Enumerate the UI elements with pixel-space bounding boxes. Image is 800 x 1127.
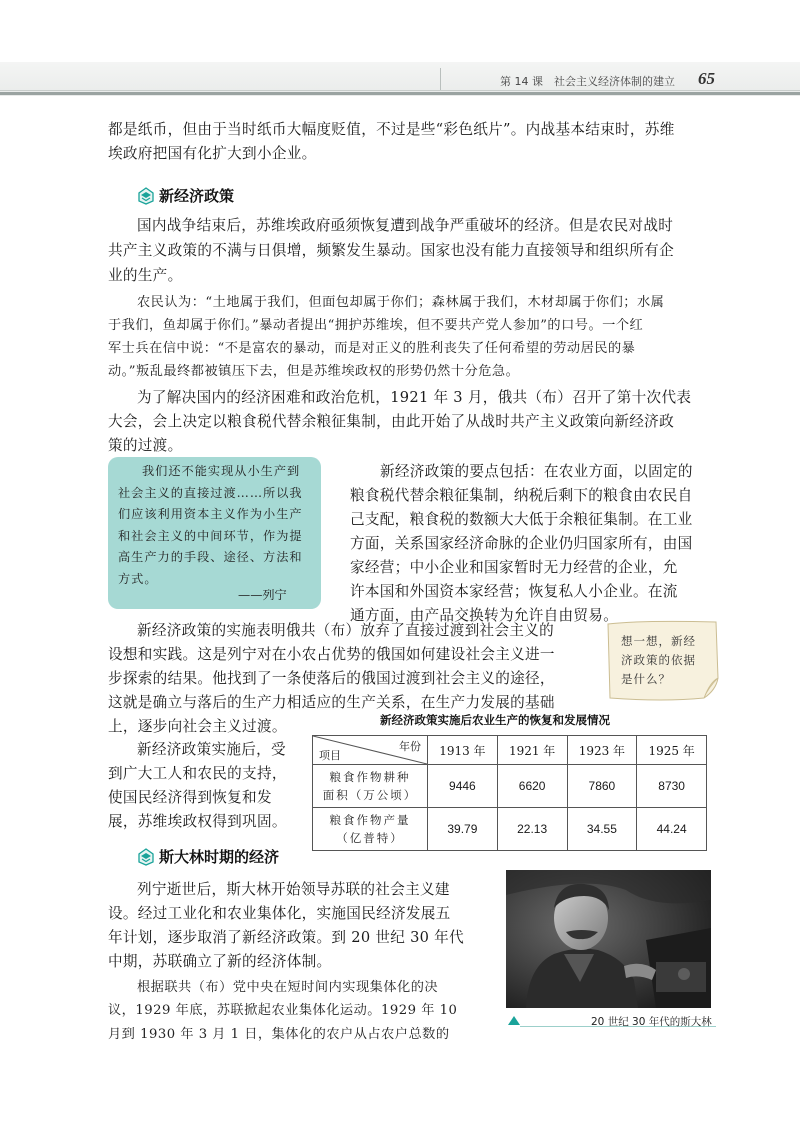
nep-line-1: 国内战争结束后，苏维埃政府亟须恢复遭到战争严重破坏的经济。但是农民对战时 (137, 217, 674, 234)
photo-caption: 20 世纪 30 年代的斯大林 (591, 1016, 712, 1028)
table-row-label (313, 765, 428, 808)
table-header-row (313, 736, 707, 765)
table-cell: 34.55 (567, 808, 637, 851)
lenin-quote-line: 们应该利用资本主义作为小生产 (118, 507, 303, 521)
nep-line-3: 业的生产。 (108, 267, 183, 284)
lenin-quote-line: 和社会主义的中间环节，作为提 (118, 528, 303, 543)
quote-line-3: 军士兵在信中说：“不是富农的暴动，而是对正义的胜利丧失了任何希望的劳动居民的暴 (108, 341, 636, 356)
table-row-label-line: 面积（万公顷） (322, 788, 418, 802)
impl-line-4: 这就是确立与落后的生产力相适应的生产关系，在生产力发展的基础 (108, 694, 555, 711)
points-line-2: 粮食税代替余粮征集制，纳税后剩下的粮食由农民自 (350, 487, 693, 504)
support-line-4: 展，苏维埃政权得到巩固。 (108, 813, 287, 830)
crisis-line-1: 为了解决国内的经济困难和政治危机，1921 年 3 月，俄共（布）召开了第十次代表 (137, 389, 692, 406)
support-line-3: 使国民经济得到恢复和发 (108, 789, 272, 806)
crisis-line-2: 大会，会上决定以粮食税代替余粮征集制，由此开始了从战时共产主义政策向新经济政 (108, 413, 674, 430)
think-note-line: 济政策的依据 (621, 653, 696, 667)
collect-line-3: 月到 1930 年 3 月 1 日，集体化的农户从占农户总数的 (108, 1027, 450, 1042)
table-year-header: 1921 年 (497, 736, 567, 765)
support-line-1: 新经济政策实施后，受 (137, 741, 286, 758)
table-year-header: 1913 年 (428, 736, 498, 765)
table-row (313, 808, 707, 851)
intro-line-2: 埃政府把国有化扩大到小企业。 (108, 145, 317, 162)
impl-line-5: 上，逐步向社会主义过渡。 (108, 718, 287, 735)
points-line-6: 许本国和外国资本家经营；恢复私人小企业。在流 (350, 583, 678, 600)
points-line-1: 新经济政策的要点包括：在农业方面，以固定的 (380, 463, 693, 480)
collect-line-1: 根据联共（布）党中央在短时间内实现集体化的决 (137, 980, 439, 995)
table-cell: 39.79 (428, 808, 498, 851)
impl-line-3: 步探索的结果。他找到了一条使落后的俄国过渡到社会主义的途径， (108, 670, 555, 687)
table-row (313, 765, 707, 808)
section-marker-icon (137, 848, 155, 866)
stalin-line-1: 列宁逝世后，斯大林开始领导苏联的社会主义建 (137, 881, 450, 898)
quote-line-4: 动。”叛乱最终都被镇压下去，但是苏维埃政权的形势仍然十分危急。 (108, 364, 520, 379)
lenin-quote-line: 方式。 (118, 571, 158, 586)
table-row-label-line: （亿普特） (336, 831, 404, 845)
points-line-5: 家经营；中小企业和国家暂时无力经营的企业，允 (350, 559, 678, 576)
collect-line-2: 议，1929 年底，苏联掀起农业集体化运动。1929 年 10 (108, 1003, 458, 1018)
lenin-quote-line: 我们还不能实现从小生产到 (142, 464, 301, 478)
section-title: 新经济政策 (159, 187, 235, 205)
table-row-label (313, 808, 428, 851)
corner-year-label: 年份 (399, 740, 421, 753)
table-year-header: 1923 年 (567, 736, 637, 765)
quote-line-2: 于我们，鱼却属于你们。”暴动者提出“拥护苏维埃，但不要共产党人参加”的口号。一个红 (108, 318, 644, 333)
crisis-line-3: 策的过渡。 (108, 437, 183, 454)
agri-production-table (312, 735, 707, 851)
section-marker-icon (137, 187, 155, 205)
table-cell: 8730 (637, 765, 707, 808)
stalin-line-2: 设。经过工业化和农业集体化，实施国民经济发展五 (108, 905, 451, 922)
points-line-7: 通方面，由产品交换转为允许自由贸易。 (350, 607, 619, 624)
impl-line-1: 新经济政策的实施表明俄共（布）放弃了直接过渡到社会主义的 (137, 622, 555, 639)
lenin-quote-source: ——列宁 (238, 588, 287, 602)
table-cell: 22.13 (497, 808, 567, 851)
think-note-text (621, 632, 711, 689)
corner-item-label: 项目 (319, 749, 341, 762)
stalin-line-3: 年计划，逐步取消了新经济政策。到 20 世纪 30 年代 (108, 929, 464, 946)
table-title: 新经济政策实施后农业生产的恢复和发展情况 (380, 713, 610, 727)
page-number: 65 (698, 69, 715, 88)
table-row-label-line: 粮食作物耕种 (329, 770, 411, 784)
section-heading-nep (137, 185, 234, 206)
points-line-3: 己支配，粮食税的数额大大低于余粮征集制。在工业 (350, 511, 693, 528)
section-heading-stalin (137, 846, 279, 867)
lenin-quote-line: 社会主义的直接过渡……所以我 (118, 485, 303, 500)
support-line-2: 到广大工人和农民的支持， (108, 765, 287, 782)
caption-marker-icon (508, 1016, 520, 1025)
table-cell: 7860 (567, 765, 637, 808)
table-cell: 9446 (428, 765, 498, 808)
lenin-quote-line: 高生产力的手段、途径、方法和 (118, 550, 303, 564)
stalin-line-4: 中期，苏联确立了新的经济体制。 (108, 953, 332, 970)
impl-line-2: 设想和实践。这是列宁对在小农占优势的俄国如何建设社会主义进一 (108, 646, 555, 663)
section-title: 斯大林时期的经济 (159, 848, 280, 866)
table-cell: 6620 (497, 765, 567, 808)
nep-line-2: 共产主义政策的不满与日俱增，频繁发生暴动。国家也没有能力直接领导和组织所有企 (108, 242, 674, 259)
table-cell: 44.24 (637, 808, 707, 851)
header-rule (0, 92, 800, 95)
think-note-line: 想一想，新经 (621, 634, 696, 648)
header-separator (440, 68, 441, 90)
intro-line-1: 都是纸币，但由于当时纸币大幅度贬值，不过是些“彩色纸片”。内战基本结束时，苏维 (108, 121, 675, 138)
quote-line-1: 农民认为：“土地属于我们，但面包却属于你们；森林属于我们，木材却属于你们；水属 (137, 295, 665, 310)
table-corner-cell (313, 736, 428, 765)
think-note-line: 是什么？ (621, 672, 671, 686)
table-row-label-line: 粮食作物产量 (329, 813, 411, 827)
header-rule-thin (0, 90, 800, 91)
lenin-quote-text (118, 461, 314, 590)
points-line-4: 方面，关系国家经济命脉的企业仍归国家所有，由国 (350, 535, 693, 552)
stalin-photo (506, 870, 711, 1008)
lesson-title: 第 14 课 社会主义经济体制的建立 (500, 75, 675, 88)
table-year-header: 1925 年 (637, 736, 707, 765)
